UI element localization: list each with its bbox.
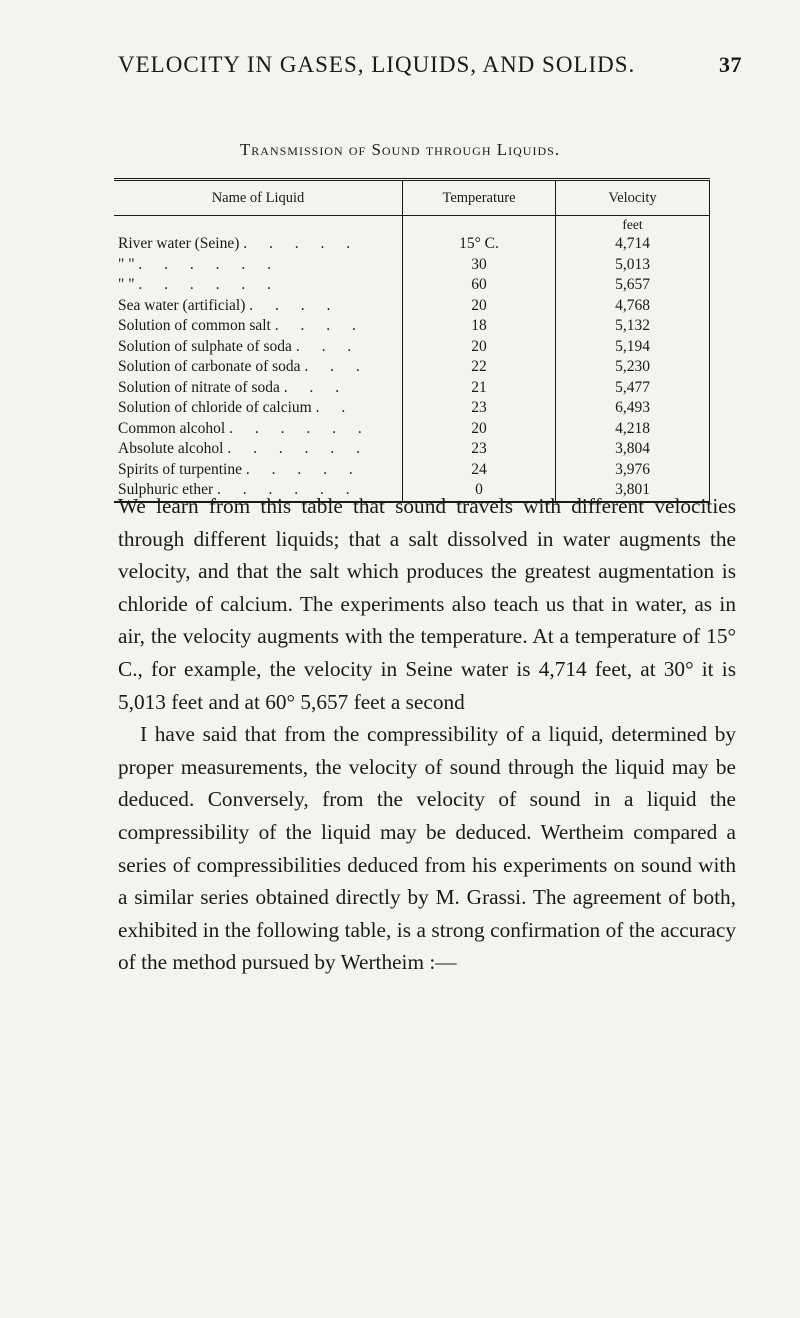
liquid-name: Sulphuric ether [118,481,214,499]
liquid-name: Solution of chloride of calcium [118,399,312,417]
temperature-cell: 24 [403,460,556,481]
body-text [118,490,736,979]
liquid-name-cell [114,357,403,378]
liquid-name: Solution of common salt [118,317,271,335]
velocity-cell: 5,194 [556,337,710,358]
liquid-name: Solution of carbonate of soda [118,358,301,376]
running-head [118,52,742,78]
temperature-cell: 23 [403,439,556,460]
liquid-name-cell [114,234,403,255]
temperature-cell: 15° C. [403,234,556,255]
velocity-cell: 5,230 [556,357,710,378]
leader-dots: . . . . . . [138,276,281,294]
velocity-cell: 5,657 [556,275,710,296]
liquid-name-cell [114,337,403,358]
leader-dots: . . . . [274,317,365,335]
liquid-name: Sea water (artificial) [118,296,246,314]
temperature-cell: 30 [403,255,556,276]
table-row [114,234,710,255]
liquid-name: Solution of nitrate of soda [118,378,280,396]
velocity-cell: 4,714 [556,234,710,255]
table-row [114,439,710,460]
temperature-cell: 22 [403,357,556,378]
running-head-title: VELOCITY IN GASES, LIQUIDS, AND SOLIDS. [118,52,636,77]
leader-dots: . . . . . . [227,440,369,458]
paragraph: We learn from this table that sound travels with different velocities through different liquids; that a salt dissolved in water augments the velocity, and that the salt which produces the greatest augmentation is chloride of calcium. The experiments also teach us that in water, as in air, the velocity augments with the temperature. At a temperature of 15° C., for example, the velocity in Seine water is 4,714 feet, at 30° it is 5,013 feet and at 60° 5,657 feet a second [118,494,736,714]
velocity-cell: 4,218 [556,419,710,440]
column-header-temperature: Temperature [403,180,556,216]
liquid-name-cell [114,255,403,276]
liquids-table [114,178,710,503]
liquid-name-cell [114,439,403,460]
table-row [114,460,710,481]
temperature-cell: 0 [403,480,556,502]
leader-dots: . . . . [249,296,340,314]
velocity-unit: feet [556,216,710,235]
liquid-name-cell [114,316,403,337]
liquid-name: " " [118,276,135,294]
liquid-name-cell [114,398,403,419]
liquid-name-cell [114,419,403,440]
velocity-cell: 3,804 [556,439,710,460]
velocity-cell: 6,493 [556,398,710,419]
leader-dots: . . . . . . [217,481,359,499]
table-row [114,337,710,358]
velocity-cell: 3,801 [556,480,710,502]
velocity-cell: 5,013 [556,255,710,276]
velocity-cell: 3,976 [556,460,710,481]
table-row [114,255,710,276]
liquid-name-cell [114,275,403,296]
temperature-cell: 18 [403,316,556,337]
velocity-cell: 5,477 [556,378,710,399]
liquid-name: Common alcohol [118,419,226,437]
temperature-cell: 60 [403,275,556,296]
liquid-name: " " [118,255,135,273]
leader-dots: . . . . . [245,460,362,478]
column-header-name: Name of Liquid [114,180,403,216]
velocity-cell: 5,132 [556,316,710,337]
liquid-name: Absolute alcohol [118,440,224,458]
liquid-name-cell [114,296,403,317]
leader-dots: . . . [283,378,349,396]
leader-dots: . . . . . . [138,255,281,273]
temperature-cell: 20 [403,337,556,358]
temperature-cell: 20 [403,419,556,440]
table-caption: Transmission of Sound through Liquids. [239,140,561,159]
leader-dots: . . . [295,337,361,355]
temperature-cell: 21 [403,378,556,399]
page-number: 37 [719,52,742,77]
leader-dots: . . . . . [243,235,360,253]
temperature-cell: 20 [403,296,556,317]
temperature-cell: 23 [403,398,556,419]
leader-dots: . . [315,399,355,417]
table-row [114,378,710,399]
table-header-row [114,180,710,216]
leader-dots: . . . . . . [229,419,371,437]
leader-dots: . . . [304,358,369,376]
liquid-name-cell [114,460,403,481]
liquid-name-cell [114,378,403,399]
liquid-name: Spirits of turpentine [118,460,242,478]
table-row [114,398,710,419]
unit-row [114,216,710,235]
liquid-name: River water (Seine) [118,235,240,253]
liquid-name: Solution of sulphate of soda [118,337,292,355]
table-row [114,316,710,337]
velocity-cell: 4,768 [556,296,710,317]
table-row [114,275,710,296]
table-row [114,296,710,317]
table-row [114,357,710,378]
table-row [114,419,710,440]
paragraph: I have said that from the compressibility of a liquid, determined by proper measurements, the velocity of sound through the liquid may be deduced. Conversely, from the velocity of sound in a liquid the compressibility of the liquid may be deduced. Wertheim compared a series of compressibilities deduced from his experiments on sound with a similar series obtained directly by M. Grassi. The agreement of both, exhibited in the following table, is a strong confirmation of the accuracy of the method pursued by Wertheim :— [118,722,736,975]
column-header-velocity: Velocity [556,180,710,216]
